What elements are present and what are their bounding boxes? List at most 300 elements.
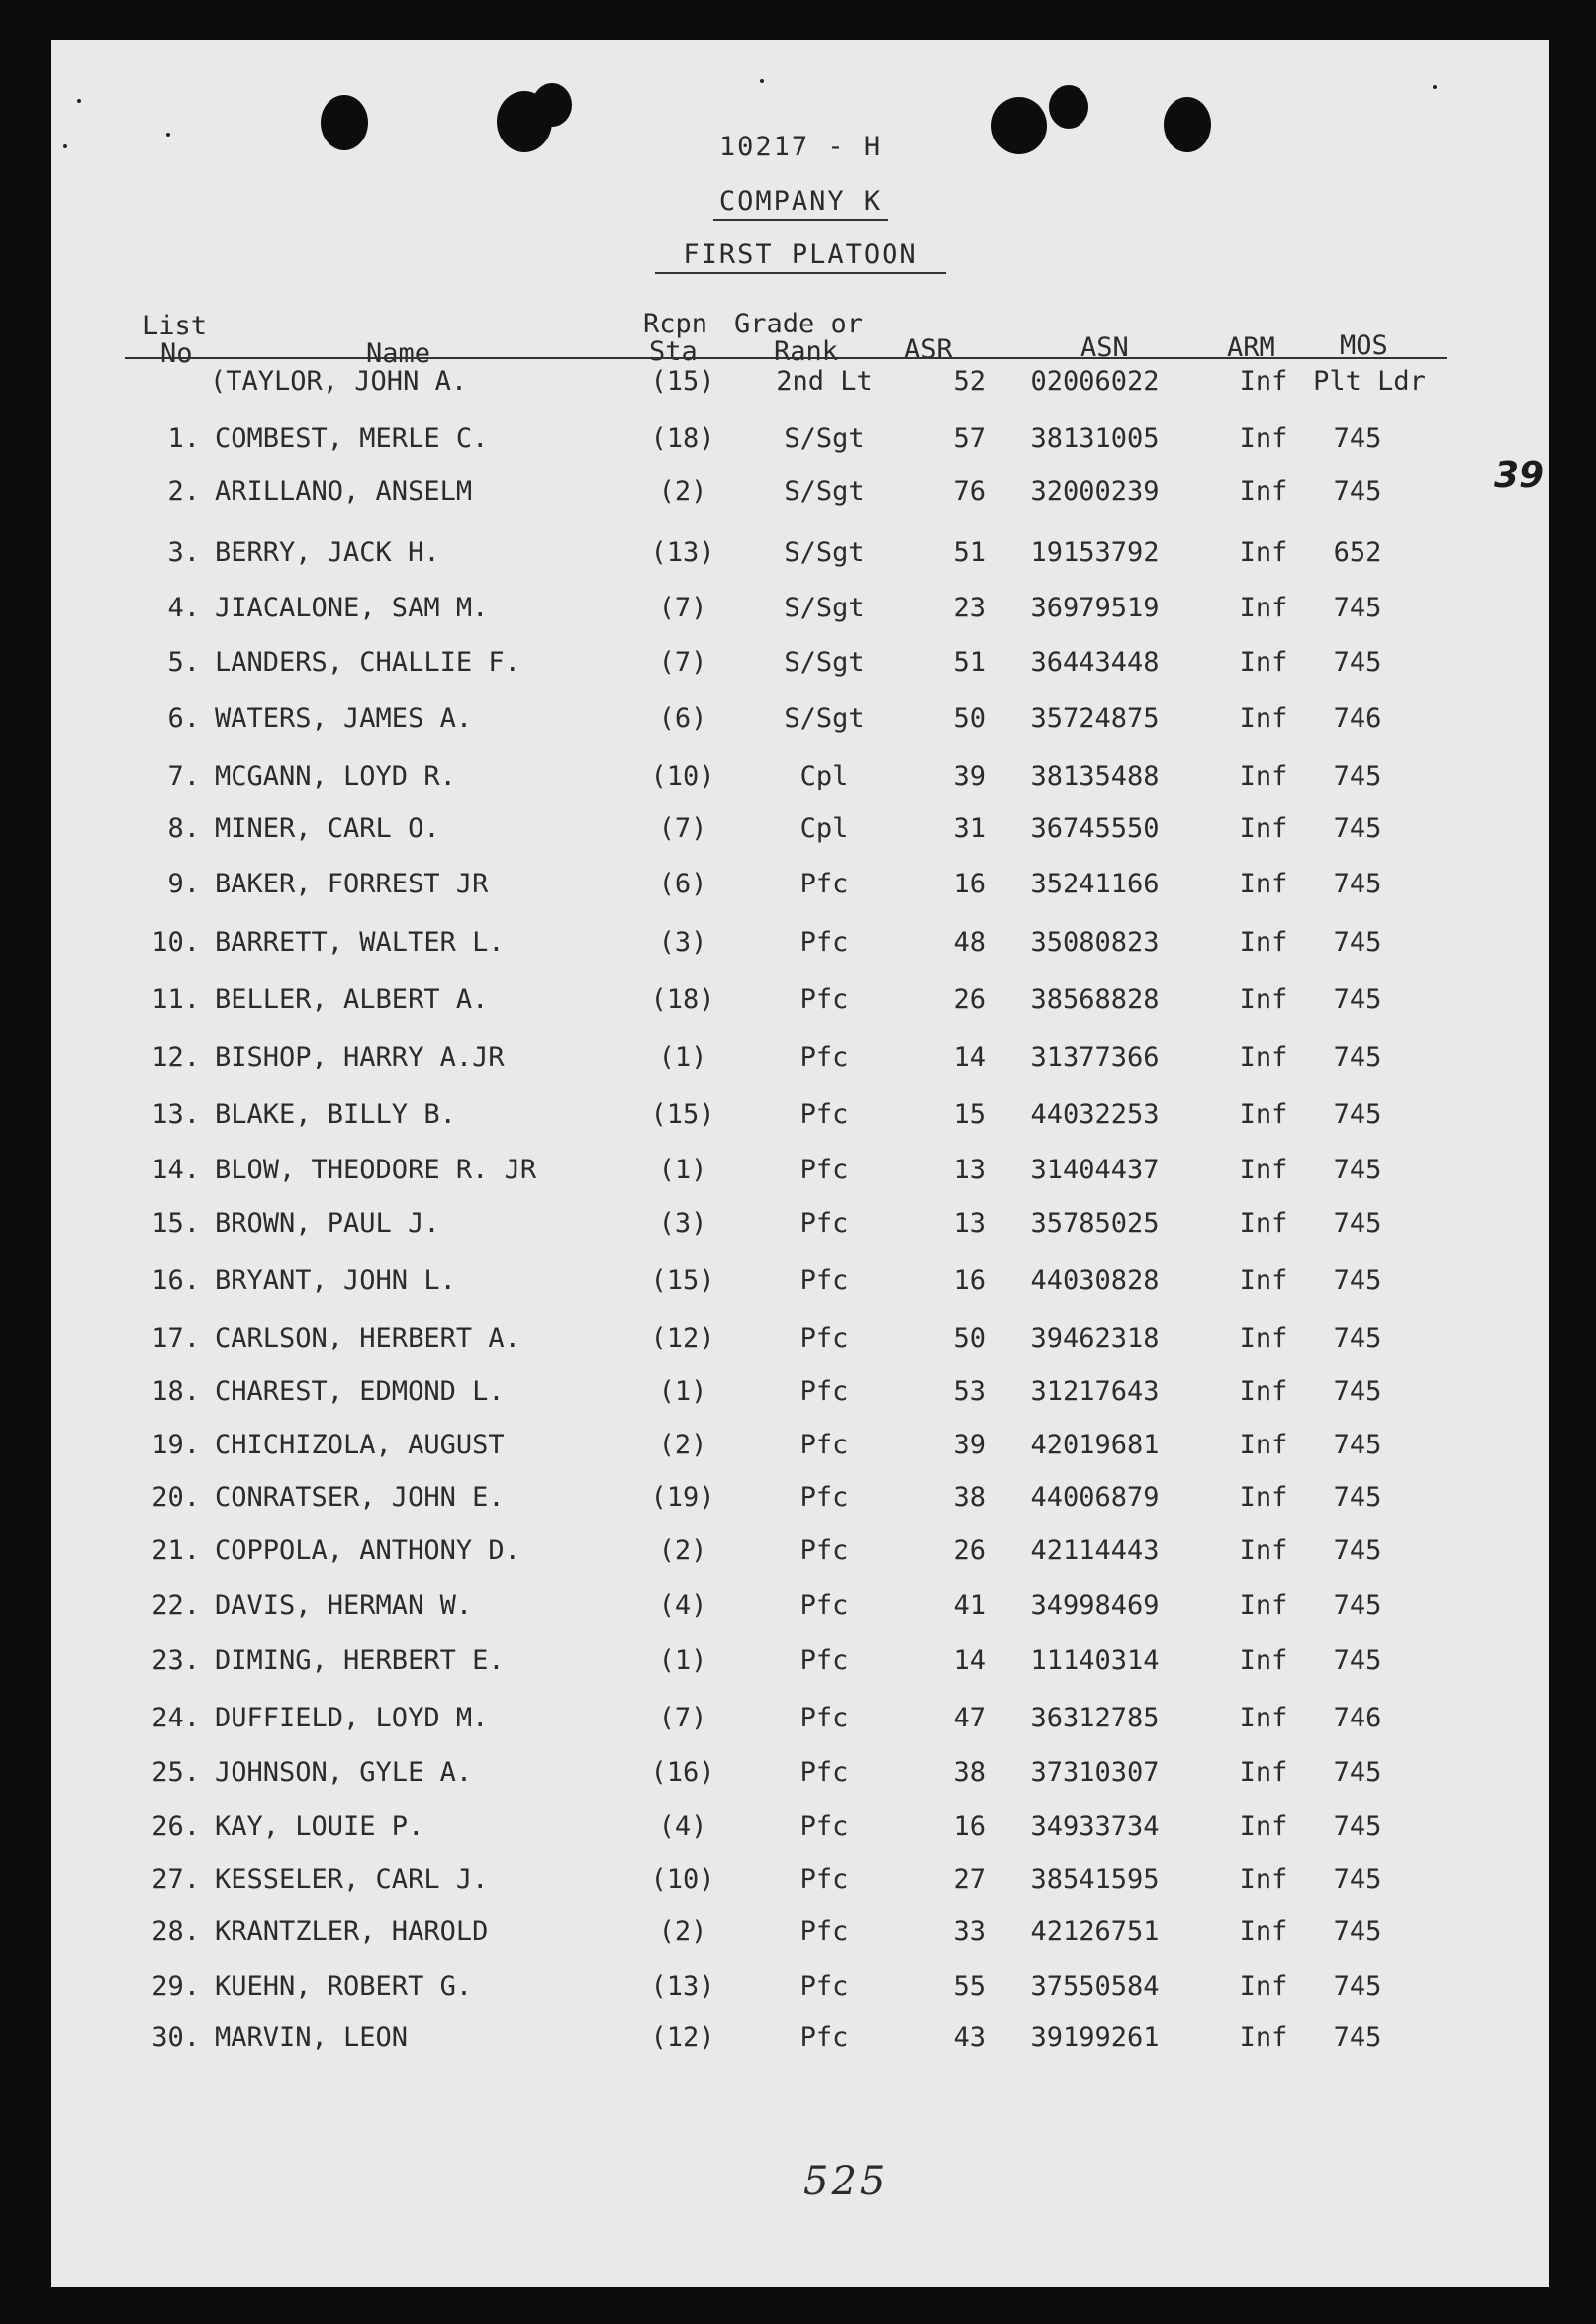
col-mos: MOS <box>1340 330 1388 361</box>
cell-name: BRYANT, JOHN L. <box>215 1265 456 1296</box>
cell-asn: 44006879 <box>1030 1482 1160 1513</box>
cell-grade: S/Sgt <box>784 647 865 678</box>
cell-asr: 51 <box>953 537 986 568</box>
col-rcpn: Rcpn <box>643 309 708 339</box>
cell-name: CARLSON, HERBERT A. <box>215 1323 520 1353</box>
table-row <box>51 1812 1549 1849</box>
cell-name: KRANTZLER, HAROLD <box>215 1916 489 1947</box>
cell-rcpn: (2) <box>658 476 707 507</box>
col-arm: ARM <box>1227 332 1275 363</box>
cell-mos: 745 <box>1333 1971 1382 2001</box>
cell-mos: 745 <box>1333 423 1382 454</box>
table-row <box>51 593 1549 630</box>
cell-rcpn: (2) <box>658 1535 707 1566</box>
col-list-no-2: No <box>160 338 193 369</box>
cell-no: 14. <box>151 1155 200 1185</box>
cell-name: LANDERS, CHALLIE F. <box>215 647 520 678</box>
cell-arm: Inf <box>1239 1099 1288 1130</box>
table-row <box>51 1590 1549 1627</box>
cell-rcpn: (6) <box>658 869 707 899</box>
cell-no: 13. <box>151 1099 200 1130</box>
table-row-leader <box>51 366 1549 404</box>
cell-no: 12. <box>151 1042 200 1072</box>
col-asr: ASR <box>904 334 953 365</box>
cell-asr: 50 <box>953 1323 986 1353</box>
cell-arm: Inf <box>1239 593 1288 623</box>
cell-asn: 31217643 <box>1030 1376 1160 1407</box>
cell-grade: Pfc <box>799 1703 849 1733</box>
table-row <box>51 476 1549 513</box>
cell-grade: S/Sgt <box>784 537 865 568</box>
leader-asr: 52 <box>953 366 986 397</box>
cell-asr: 16 <box>953 1812 986 1842</box>
cell-asn: 11140314 <box>1030 1645 1160 1676</box>
col-grade: Grade or <box>734 309 864 339</box>
cell-rcpn: (13) <box>650 1971 715 2001</box>
cell-no: 28. <box>151 1916 200 1947</box>
cell-asr: 55 <box>953 1971 986 2001</box>
cell-asr: 26 <box>953 1535 986 1566</box>
cell-asn: 36979519 <box>1030 593 1160 623</box>
col-list-no: List <box>142 311 208 341</box>
cell-mos: 745 <box>1333 1916 1382 1947</box>
cell-arm: Inf <box>1239 537 1288 568</box>
cell-arm: Inf <box>1239 1812 1288 1842</box>
cell-asr: 38 <box>953 1757 986 1788</box>
cell-name: MCGANN, LOYD R. <box>215 761 456 791</box>
table-row <box>51 537 1549 575</box>
table-row <box>51 1482 1549 1520</box>
cell-mos: 745 <box>1333 1099 1382 1130</box>
cell-asr: 16 <box>953 1265 986 1296</box>
cell-mos: 745 <box>1333 1812 1382 1842</box>
cell-asn: 35080823 <box>1030 927 1160 958</box>
table-row <box>51 1265 1549 1303</box>
table-row <box>51 703 1549 741</box>
cell-grade: S/Sgt <box>784 593 865 623</box>
cell-name: JOHNSON, GYLE A. <box>215 1757 473 1788</box>
table-row <box>51 869 1549 906</box>
cell-grade: Pfc <box>799 1535 849 1566</box>
table-row <box>51 761 1549 798</box>
cell-mos: 745 <box>1333 647 1382 678</box>
cell-rcpn: (2) <box>658 1430 707 1460</box>
cell-arm: Inf <box>1239 1208 1288 1239</box>
cell-name: BERRY, JACK H. <box>215 537 440 568</box>
cell-rcpn: (16) <box>650 1757 715 1788</box>
cell-name: BAKER, FORREST JR <box>215 869 489 899</box>
cell-arm: Inf <box>1239 1376 1288 1407</box>
cell-name: BELLER, ALBERT A. <box>215 984 489 1015</box>
cell-no: 3. <box>167 537 200 568</box>
speck <box>1433 85 1437 89</box>
document-page <box>51 40 1549 2287</box>
cell-arm: Inf <box>1239 1430 1288 1460</box>
cell-rcpn: (7) <box>658 1703 707 1733</box>
cell-arm: Inf <box>1239 1864 1288 1895</box>
punch-hole-icon <box>1049 85 1088 129</box>
table-row <box>51 1535 1549 1573</box>
cell-name: MARVIN, LEON <box>215 2022 409 2053</box>
cell-asr: 39 <box>953 1430 986 1460</box>
cell-arm: Inf <box>1239 1535 1288 1566</box>
cell-name: MINER, CARL O. <box>215 813 440 844</box>
cell-asr: 14 <box>953 1042 986 1072</box>
col-name: Name <box>366 338 431 369</box>
cell-no: 25. <box>151 1757 200 1788</box>
cell-asr: 48 <box>953 927 986 958</box>
cell-name: CHICHIZOLA, AUGUST <box>215 1430 505 1460</box>
cell-no: 26. <box>151 1812 200 1842</box>
cell-name: CHAREST, EDMOND L. <box>215 1376 505 1407</box>
cell-no: 23. <box>151 1645 200 1676</box>
cell-grade: Pfc <box>799 1590 849 1621</box>
cell-asr: 27 <box>953 1864 986 1895</box>
cell-name: BLOW, THEODORE R. JR <box>215 1155 537 1185</box>
col-rcpn-2: Sta <box>649 336 698 367</box>
cell-no: 6. <box>167 703 200 734</box>
cell-asn: 19153792 <box>1030 537 1160 568</box>
cell-grade: Pfc <box>799 1430 849 1460</box>
cell-grade: Pfc <box>799 1099 849 1130</box>
cell-asr: 51 <box>953 647 986 678</box>
cell-rcpn: (3) <box>658 927 707 958</box>
cell-mos: 745 <box>1333 593 1382 623</box>
leader-asn: 02006022 <box>1030 366 1160 397</box>
table-row <box>51 984 1549 1022</box>
cell-asr: 13 <box>953 1155 986 1185</box>
cell-no: 2. <box>167 476 200 507</box>
table-row <box>51 1864 1549 1902</box>
col-grade-2: Rank <box>774 336 839 367</box>
cell-rcpn: (15) <box>650 1099 715 1130</box>
cell-mos: 745 <box>1333 1430 1382 1460</box>
cell-asr: 76 <box>953 476 986 507</box>
cell-mos: 745 <box>1333 984 1382 1015</box>
leader-mos: Plt Ldr <box>1313 366 1426 397</box>
cell-asr: 26 <box>953 984 986 1015</box>
cell-name: JIACALONE, SAM M. <box>215 593 489 623</box>
cell-name: KUEHN, ROBERT G. <box>215 1971 473 2001</box>
cell-arm: Inf <box>1239 869 1288 899</box>
cell-arm: Inf <box>1239 476 1288 507</box>
cell-asr: 47 <box>953 1703 986 1733</box>
cell-mos: 745 <box>1333 1864 1382 1895</box>
cell-asn: 38541595 <box>1030 1864 1160 1895</box>
cell-name: ARILLANO, ANSELM <box>215 476 473 507</box>
cell-name: COMBEST, MERLE C. <box>215 423 489 454</box>
cell-mos: 745 <box>1333 1323 1382 1353</box>
cell-no: 5. <box>167 647 200 678</box>
cell-arm: Inf <box>1239 1042 1288 1072</box>
table-row <box>51 2022 1549 2060</box>
cell-grade: Pfc <box>799 1323 849 1353</box>
cell-asr: 14 <box>953 1645 986 1676</box>
cell-arm: Inf <box>1239 927 1288 958</box>
leader-name: (TAYLOR, JOHN A. <box>210 366 468 397</box>
table-row <box>51 927 1549 965</box>
cell-mos: 746 <box>1333 1703 1382 1733</box>
cell-asn: 34998469 <box>1030 1590 1160 1621</box>
cell-grade: Cpl <box>799 761 849 791</box>
cell-grade: Pfc <box>799 1208 849 1239</box>
cell-asn: 34933734 <box>1030 1812 1160 1842</box>
cell-mos: 652 <box>1333 537 1382 568</box>
cell-grade: Pfc <box>799 1376 849 1407</box>
cell-name: BISHOP, HARRY A.JR <box>215 1042 505 1072</box>
cell-mos: 745 <box>1333 1645 1382 1676</box>
cell-mos: 745 <box>1333 1155 1382 1185</box>
leader-rcpn: (15) <box>650 366 715 397</box>
side-page-number: 39 <box>1494 455 1545 496</box>
cell-no: 22. <box>151 1590 200 1621</box>
cell-asn: 36312785 <box>1030 1703 1160 1733</box>
cell-asr: 31 <box>953 813 986 844</box>
cell-arm: Inf <box>1239 1703 1288 1733</box>
cell-no: 7. <box>167 761 200 791</box>
table-row <box>51 1208 1549 1246</box>
cell-name: CONRATSER, JOHN E. <box>215 1482 505 1513</box>
cell-grade: Pfc <box>799 1757 849 1788</box>
cell-arm: Inf <box>1239 1645 1288 1676</box>
header-rule <box>125 357 1447 359</box>
cell-rcpn: (6) <box>658 703 707 734</box>
speck <box>760 79 764 83</box>
table-row <box>51 1430 1549 1467</box>
cell-grade: Pfc <box>799 2022 849 2053</box>
speck <box>77 99 81 103</box>
cell-asn: 32000239 <box>1030 476 1160 507</box>
cell-name: COPPOLA, ANTHONY D. <box>215 1535 520 1566</box>
cell-mos: 745 <box>1333 869 1382 899</box>
cell-asn: 35241166 <box>1030 869 1160 899</box>
cell-grade: Pfc <box>799 1265 849 1296</box>
cell-rcpn: (4) <box>658 1812 707 1842</box>
cell-mos: 745 <box>1333 1208 1382 1239</box>
cell-asr: 16 <box>953 869 986 899</box>
cell-no: 15. <box>151 1208 200 1239</box>
cell-asn: 31377366 <box>1030 1042 1160 1072</box>
cell-asn: 37310307 <box>1030 1757 1160 1788</box>
table-row <box>51 1971 1549 2008</box>
cell-arm: Inf <box>1239 703 1288 734</box>
cell-mos: 745 <box>1333 761 1382 791</box>
cell-rcpn: (1) <box>658 1376 707 1407</box>
cell-asn: 36745550 <box>1030 813 1160 844</box>
cell-arm: Inf <box>1239 1155 1288 1185</box>
cell-asn: 31404437 <box>1030 1155 1160 1185</box>
cell-name: BARRETT, WALTER L. <box>215 927 505 958</box>
punch-hole-icon <box>532 83 572 127</box>
cell-rcpn: (19) <box>650 1482 715 1513</box>
cell-grade: Pfc <box>799 1645 849 1676</box>
cell-grade: S/Sgt <box>784 423 865 454</box>
platoon-title: FIRST PLATOON <box>51 239 1549 274</box>
table-row <box>51 647 1549 685</box>
cell-mos: 745 <box>1333 476 1382 507</box>
cell-asr: 53 <box>953 1376 986 1407</box>
leader-grade: 2nd Lt <box>776 366 873 397</box>
cell-arm: Inf <box>1239 423 1288 454</box>
cell-no: 18. <box>151 1376 200 1407</box>
cell-arm: Inf <box>1239 647 1288 678</box>
document-number: 10217 - H <box>718 132 883 162</box>
table-row <box>51 423 1549 461</box>
cell-rcpn: (13) <box>650 537 715 568</box>
cell-asr: 23 <box>953 593 986 623</box>
table-row <box>51 1376 1549 1414</box>
cell-mos: 745 <box>1333 813 1382 844</box>
cell-rcpn: (10) <box>650 1864 715 1895</box>
cell-asn: 44030828 <box>1030 1265 1160 1296</box>
cell-no: 1. <box>167 423 200 454</box>
cell-asr: 33 <box>953 1916 986 1947</box>
cell-asn: 39199261 <box>1030 2022 1160 2053</box>
table-row <box>51 1323 1549 1360</box>
cell-rcpn: (3) <box>658 1208 707 1239</box>
cell-asn: 42126751 <box>1030 1916 1160 1947</box>
cell-asr: 38 <box>953 1482 986 1513</box>
cell-rcpn: (7) <box>658 813 707 844</box>
cell-asn: 44032253 <box>1030 1099 1160 1130</box>
cell-no: 17. <box>151 1323 200 1353</box>
cell-name: DUFFIELD, LOYD M. <box>215 1703 489 1733</box>
cell-grade: Pfc <box>799 1812 849 1842</box>
cell-no: 20. <box>151 1482 200 1513</box>
cell-name: WATERS, JAMES A. <box>215 703 473 734</box>
cell-arm: Inf <box>1239 761 1288 791</box>
cell-mos: 745 <box>1333 1590 1382 1621</box>
table-row <box>51 1916 1549 1954</box>
cell-mos: 745 <box>1333 1482 1382 1513</box>
cell-arm: Inf <box>1239 1323 1288 1353</box>
cell-grade: Pfc <box>799 927 849 958</box>
cell-grade: Pfc <box>799 1482 849 1513</box>
cell-asn: 37550584 <box>1030 1971 1160 2001</box>
cell-grade: S/Sgt <box>784 703 865 734</box>
cell-asr: 13 <box>953 1208 986 1239</box>
cell-asn: 38131005 <box>1030 423 1160 454</box>
cell-asr: 50 <box>953 703 986 734</box>
cell-grade: Pfc <box>799 869 849 899</box>
cell-name: BROWN, PAUL J. <box>215 1208 440 1239</box>
cell-arm: Inf <box>1239 1971 1288 2001</box>
cell-arm: Inf <box>1239 1482 1288 1513</box>
cell-mos: 745 <box>1333 1265 1382 1296</box>
table-row <box>51 1757 1549 1795</box>
cell-no: 9. <box>167 869 200 899</box>
cell-asr: 39 <box>953 761 986 791</box>
table-row <box>51 1645 1549 1683</box>
table-row <box>51 813 1549 851</box>
cell-rcpn: (1) <box>658 1155 707 1185</box>
cell-no: 29. <box>151 1971 200 2001</box>
cell-asr: 43 <box>953 2022 986 2053</box>
cell-name: DIMING, HERBERT E. <box>215 1645 505 1676</box>
cell-arm: Inf <box>1239 2022 1288 2053</box>
cell-mos: 745 <box>1333 1042 1382 1072</box>
cell-mos: 745 <box>1333 1757 1382 1788</box>
cell-rcpn: (18) <box>650 423 715 454</box>
table-row <box>51 1099 1549 1137</box>
table-row <box>51 1155 1549 1192</box>
cell-grade: Pfc <box>799 1042 849 1072</box>
cell-grade: Cpl <box>799 813 849 844</box>
cell-no: 24. <box>151 1703 200 1733</box>
cell-asr: 15 <box>953 1099 986 1130</box>
footer-page-number: 525 <box>803 2159 889 2204</box>
cell-asn: 35724875 <box>1030 703 1160 734</box>
cell-rcpn: (7) <box>658 647 707 678</box>
cell-mos: 746 <box>1333 703 1382 734</box>
cell-asn: 35785025 <box>1030 1208 1160 1239</box>
cell-name: DAVIS, HERMAN W. <box>215 1590 473 1621</box>
cell-arm: Inf <box>1239 984 1288 1015</box>
cell-grade: Pfc <box>799 1916 849 1947</box>
leader-arm: Inf <box>1239 366 1288 397</box>
cell-asn: 39462318 <box>1030 1323 1160 1353</box>
cell-no: 8. <box>167 813 200 844</box>
cell-no: 16. <box>151 1265 200 1296</box>
cell-no: 27. <box>151 1864 200 1895</box>
cell-no: 30. <box>151 2022 200 2053</box>
cell-grade: Pfc <box>799 984 849 1015</box>
cell-no: 10. <box>151 927 200 958</box>
cell-no: 21. <box>151 1535 200 1566</box>
cell-no: 11. <box>151 984 200 1015</box>
col-asn: ASN <box>1080 332 1129 363</box>
cell-asn: 42114443 <box>1030 1535 1160 1566</box>
cell-arm: Inf <box>1239 1265 1288 1296</box>
cell-rcpn: (1) <box>658 1042 707 1072</box>
company-title: COMPANY K <box>51 186 1549 221</box>
table-row <box>51 1703 1549 1740</box>
cell-rcpn: (2) <box>658 1916 707 1947</box>
cell-mos: 745 <box>1333 1376 1382 1407</box>
cell-rcpn: (12) <box>650 2022 715 2053</box>
cell-asn: 42019681 <box>1030 1430 1160 1460</box>
cell-grade: Pfc <box>799 1864 849 1895</box>
cell-rcpn: (12) <box>650 1323 715 1353</box>
cell-name: BLAKE, BILLY B. <box>215 1099 456 1130</box>
cell-rcpn: (4) <box>658 1590 707 1621</box>
cell-name: KESSELER, CARL J. <box>215 1864 489 1895</box>
cell-asr: 57 <box>953 423 986 454</box>
cell-grade: S/Sgt <box>784 476 865 507</box>
cell-rcpn: (7) <box>658 593 707 623</box>
cell-arm: Inf <box>1239 813 1288 844</box>
cell-rcpn: (10) <box>650 761 715 791</box>
cell-rcpn: (15) <box>650 1265 715 1296</box>
cell-asn: 36443448 <box>1030 647 1160 678</box>
cell-grade: Pfc <box>799 1971 849 2001</box>
cell-mos: 745 <box>1333 1535 1382 1566</box>
cell-rcpn: (18) <box>650 984 715 1015</box>
cell-no: 4. <box>167 593 200 623</box>
table-row <box>51 1042 1549 1079</box>
cell-asn: 38135488 <box>1030 761 1160 791</box>
cell-mos: 745 <box>1333 2022 1382 2053</box>
cell-asr: 41 <box>953 1590 986 1621</box>
cell-arm: Inf <box>1239 1916 1288 1947</box>
cell-rcpn: (1) <box>658 1645 707 1676</box>
cell-arm: Inf <box>1239 1590 1288 1621</box>
cell-name: KAY, LOUIE P. <box>215 1812 424 1842</box>
cell-grade: Pfc <box>799 1155 849 1185</box>
cell-mos: 745 <box>1333 927 1382 958</box>
cell-asn: 38568828 <box>1030 984 1160 1015</box>
cell-arm: Inf <box>1239 1757 1288 1788</box>
